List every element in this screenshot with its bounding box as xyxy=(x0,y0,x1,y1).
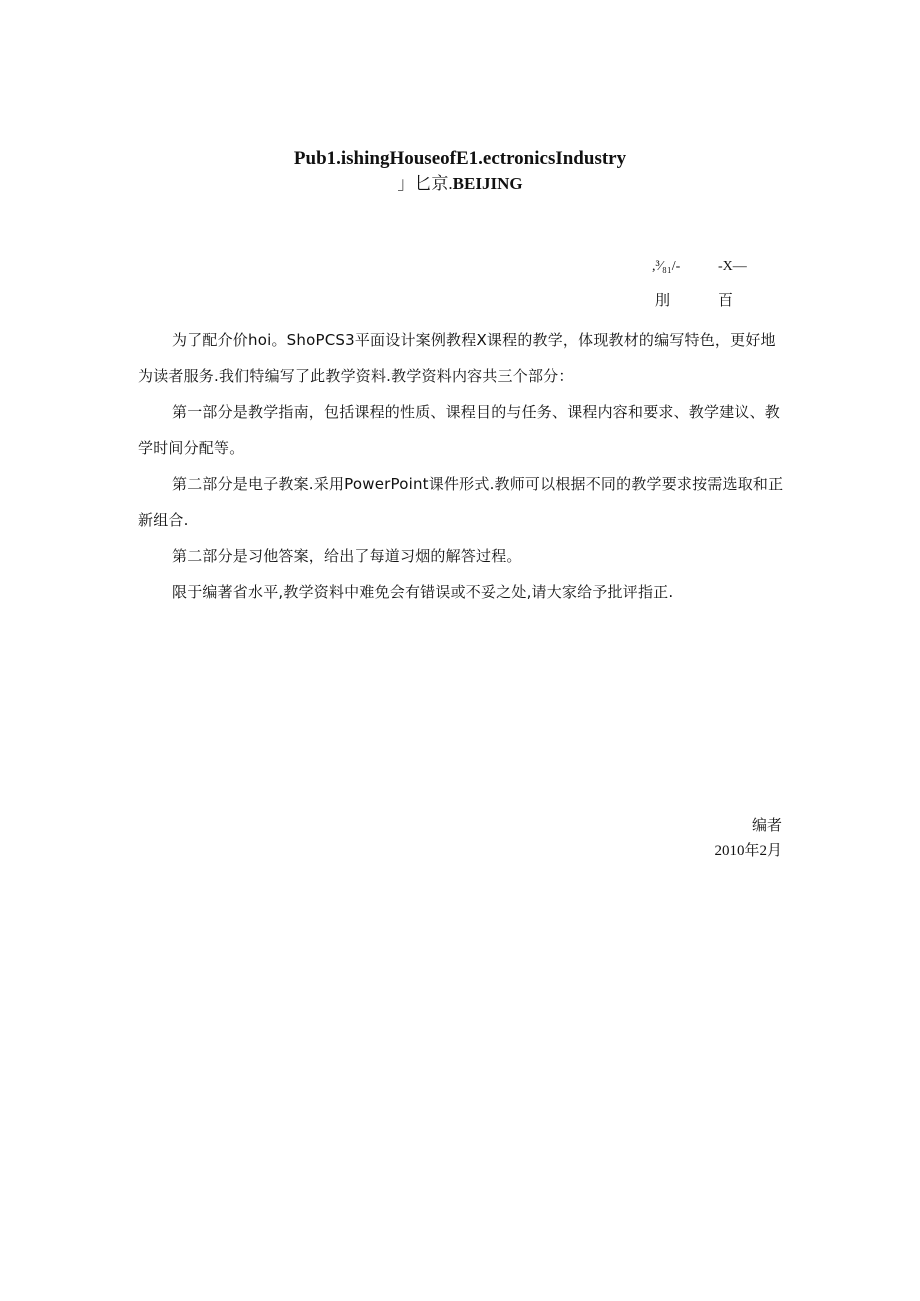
heading-mark-left: ,³⁄₈₁/- xyxy=(652,259,681,274)
heading-char-right: 百 xyxy=(718,291,734,309)
preface-body xyxy=(138,322,788,610)
signature-date: 2010年2月 xyxy=(714,843,782,859)
heading-char-left: 刖 xyxy=(655,291,671,309)
publisher-city xyxy=(0,172,920,196)
paragraph-part-one: 第一部分是教学指南，包括课程的性质、课程目的与任务、课程内容和要求、教学建议、教学时间分配等。 xyxy=(138,403,781,457)
publisher-name: Pub1.ishingHouseofE1.ectronicsIndustry xyxy=(293,148,627,169)
paragraph-closing: 限于编著省水平,教学资料中难免会有错误或不妥之处,请大家给予批评指正. xyxy=(172,583,674,601)
paragraph-part-two: 第二部分是电子教案.采用PowerPoint课件形式.教师可以根据不同的教学要求按需选取和正新组合. xyxy=(138,475,784,529)
heading-mark-right: -X— xyxy=(718,259,747,274)
publisher-city-latin: BEIJING xyxy=(452,174,523,193)
paragraph-part-three: 第二部分是习他答案，给出了每道习烟的解答过程。 xyxy=(172,547,522,565)
publisher-city-prefix: 」匕京. xyxy=(397,174,453,193)
paragraph-intro: 为了配介价hoi。ShoPCS3平面设计案例教程X课程的教学，体现教材的编写特色，更好地为读者服务.我们特编写了此教学资料.教学资料内容共三个部分： xyxy=(138,331,776,385)
signature-block xyxy=(714,812,782,864)
signature-author: 编者 xyxy=(751,816,782,834)
publisher-block xyxy=(0,146,920,196)
preface-heading xyxy=(652,256,772,312)
